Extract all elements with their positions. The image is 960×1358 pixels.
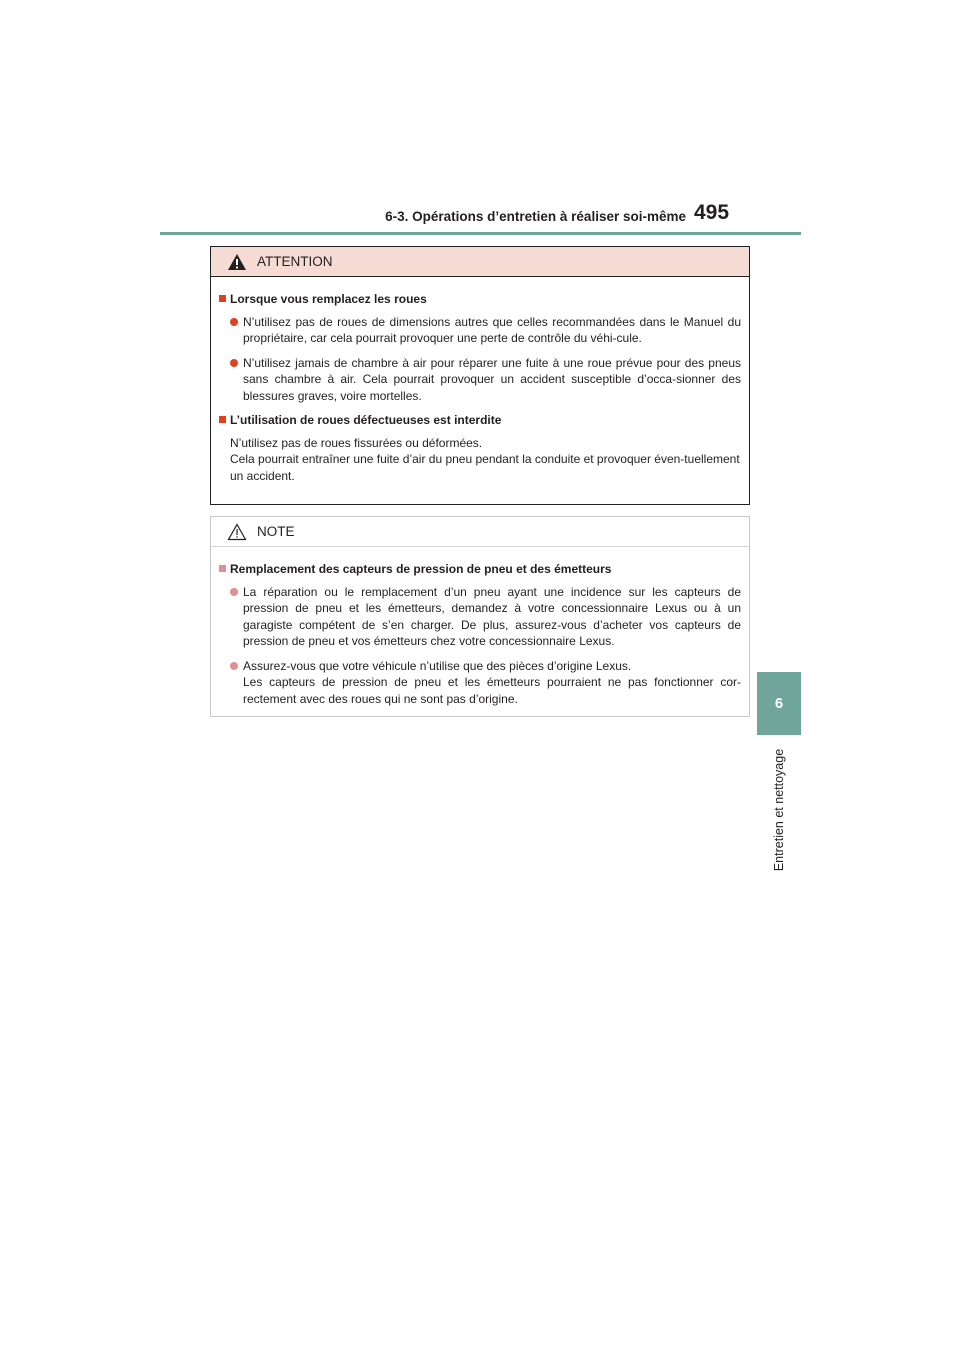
attention-bullet: N’utilisez pas de roues de dimensions autres que celles recommandées dans le Manuel du propriétaire, car cela pourrait provoquer une perte de contrôle du véhi-cule.: [219, 314, 741, 347]
attention-bullet: N’utilisez jamais de chambre à air pour réparer une fuite à une roue prévue pour des pneus sans chambre à air. Cela pourrait provoquer un accident susceptible d’occa-sionner des blessures graves, voire mortelles.: [219, 355, 741, 405]
attention-heading: ATTENTION: [257, 254, 333, 269]
note-bullet: Assurez-vous que votre véhicule n’utilise que des pièces d’origine Lexus. Les capteurs de pression de pneu et les émetteurs pourraient ne pas fonctionner cor-rectement avec des roues qui ne sont pas d’origine.: [219, 658, 741, 708]
page-number: 495: [694, 201, 730, 224]
page-header-title: 6-3. Opérations d’entretien à réaliser soi-même: [385, 209, 686, 224]
note-bullet: La réparation ou le remplacement d’un pneu ayant une incidence sur les capteurs de pression de pneu et les émetteurs, demandez à votre concessionnaire Lexus ou à un garagiste compétent de s’en charger. De plus, assurez-vous d’acheter vos capteurs de pression de pneu et vos émetteurs chez votre concessionnaire Lexus.: [219, 584, 741, 650]
header-rule: [160, 232, 801, 235]
square-bullet-icon: [219, 416, 226, 423]
warning-triangle-icon: [227, 253, 247, 271]
attention-section-title: Lorsque vous remplacez les roues: [219, 291, 741, 308]
attention-box: [210, 246, 750, 505]
attention-body: [211, 277, 749, 484]
round-bullet-icon: [230, 359, 238, 367]
warning-triangle-outline-icon: [227, 523, 247, 541]
round-bullet-icon: [230, 318, 238, 326]
note-heading: NOTE: [257, 524, 295, 539]
note-body: [211, 547, 749, 707]
square-bullet-icon: [219, 295, 226, 302]
round-bullet-icon: [230, 588, 238, 596]
round-bullet-icon: [230, 662, 238, 670]
chapter-side-label: Entretien et nettoyage: [772, 748, 786, 872]
attention-section-title: L’utilisation de roues défectueuses est interdite: [219, 412, 741, 429]
square-bullet-icon: [219, 565, 226, 572]
note-box: [210, 516, 750, 717]
note-section-title: Remplacement des capteurs de pression de pneu et des émetteurs: [219, 561, 741, 578]
attention-header: [211, 247, 749, 277]
note-header: [211, 517, 749, 547]
chapter-tab: 6: [757, 672, 801, 735]
attention-paragraph: N’utilisez pas de roues fissurées ou déformées. Cela pourrait entraîner une fuite d’air du pneu pendant la conduite et provoquer éven-tuellement un accident.: [230, 435, 740, 483]
